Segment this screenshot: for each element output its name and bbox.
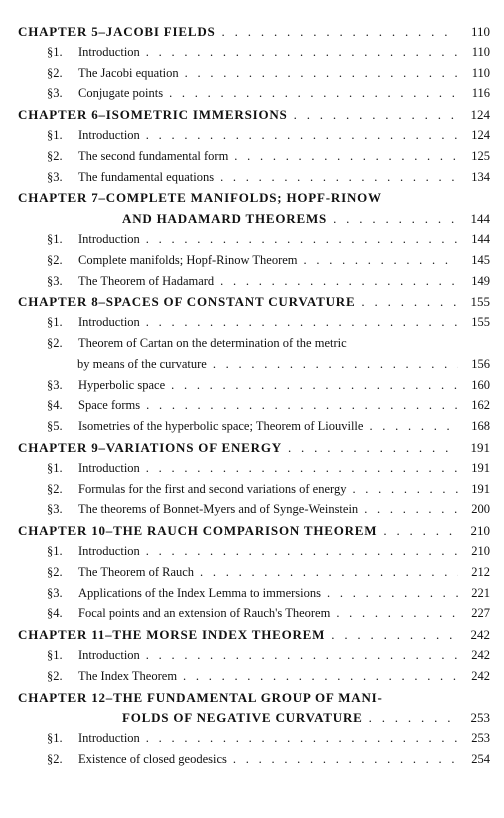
page-number: 191 (471, 460, 490, 475)
section-title: Introduction (78, 44, 140, 59)
section-title: Isometries of the hyperbolic space; Theorem of Liouville (78, 419, 364, 434)
section-number: §2. (47, 65, 63, 80)
section-number: §1. (47, 460, 63, 475)
section-entry (47, 728, 490, 749)
section-title: The fundamental equations (78, 169, 215, 184)
section-number: §4. (47, 398, 63, 413)
section-entry (47, 375, 490, 396)
chapter-entry (18, 187, 490, 208)
dot-leader (146, 395, 458, 416)
page-number: 162 (471, 398, 490, 413)
dot-leader (233, 749, 458, 770)
section-title: Introduction (78, 460, 140, 475)
section-number: §2. (47, 148, 63, 163)
section-title: Conjugate points (78, 86, 164, 101)
dot-leader (146, 728, 458, 749)
page-number: 110 (471, 65, 490, 80)
dot-leader (336, 603, 458, 624)
page-number: 155 (470, 294, 490, 310)
page-number: 210 (470, 523, 490, 539)
page-number: 253 (471, 731, 490, 746)
dot-leader (234, 146, 458, 167)
section-title: Theorem of Cartan on the determination of the metric (78, 336, 347, 350)
page-number: 221 (471, 585, 490, 600)
section-title: The Theorem of Rauch (78, 564, 195, 579)
section-entry (47, 749, 490, 770)
section-title: by means of the curvature (77, 356, 207, 371)
section-number: §3. (47, 502, 63, 517)
section-title: Introduction (78, 731, 140, 746)
section-title: Hyperbolic space (78, 377, 166, 392)
section-number: §4. (47, 606, 63, 621)
section-number: §2. (47, 252, 63, 267)
page-number: 134 (471, 169, 490, 184)
section-number: §1. (47, 44, 63, 59)
chapter-title: CHAPTER 6–ISOMETRIC IMMERSIONS (18, 107, 288, 123)
dot-leader (146, 312, 458, 333)
section-title: Applications of the Index Lemma to immersions (78, 585, 322, 600)
section-title: The Jacobi equation (78, 65, 179, 80)
chapter-entry (122, 208, 490, 229)
section-entry (47, 312, 490, 333)
page-number: 242 (471, 668, 490, 683)
page-number: 210 (471, 544, 490, 558)
section-entry (47, 541, 490, 562)
dot-leader (331, 624, 458, 645)
dot-leader (146, 42, 458, 63)
page-number: 116 (471, 86, 490, 101)
chapter-entry (18, 291, 490, 312)
chapter-entry (18, 520, 490, 541)
section-number: §1. (47, 544, 63, 558)
chapter-title: CHAPTER 12–THE FUNDAMENTAL GROUP OF MANI- (18, 689, 383, 705)
section-title: The second fundamental form (78, 148, 229, 163)
section-title: Introduction (78, 232, 140, 246)
chapter-entry (18, 104, 490, 125)
section-number: §3. (47, 273, 63, 288)
section-title: Space forms (78, 398, 141, 413)
dot-leader (369, 707, 458, 728)
section-title: Complete manifolds; Hopf-Rinow Theorem (78, 252, 298, 267)
dot-leader (213, 354, 458, 375)
page-number: 212 (471, 564, 490, 579)
section-number: §3. (47, 86, 63, 101)
dot-leader (369, 416, 458, 437)
section-entry (47, 666, 490, 687)
page-number: 145 (471, 252, 490, 267)
section-title: Introduction (78, 544, 140, 558)
page-number: 254 (471, 752, 490, 766)
dot-leader (200, 562, 458, 583)
chapter-title: CHAPTER 5–JACOBI FIELDS (18, 24, 216, 39)
section-entry (47, 83, 490, 104)
section-number: §5. (47, 419, 63, 434)
dot-leader (146, 229, 458, 250)
section-number: §3. (47, 377, 63, 392)
dot-leader (383, 520, 458, 541)
page-number: 168 (471, 419, 490, 434)
dot-leader (220, 271, 458, 292)
page-number: 149 (471, 273, 490, 288)
dot-leader (185, 63, 458, 84)
page-number: 253 (470, 710, 490, 726)
dot-leader (146, 458, 458, 479)
dot-leader (294, 104, 458, 125)
dot-leader (171, 375, 458, 396)
section-entry (47, 167, 490, 188)
section-entry (47, 583, 490, 604)
section-title: Existence of closed geodesics (78, 752, 227, 766)
section-entry (47, 603, 490, 624)
page-number: 191 (470, 440, 490, 455)
dot-leader (220, 167, 458, 188)
section-number: §2. (47, 564, 63, 579)
section-number: §2. (47, 752, 63, 766)
section-entry (47, 42, 490, 63)
dot-leader (146, 125, 458, 146)
section-entry (47, 499, 490, 520)
section-number: §2. (47, 481, 63, 496)
section-number: §3. (47, 169, 63, 184)
section-entry (47, 146, 490, 167)
dot-leader (288, 437, 458, 458)
section-title: Focal points and an extension of Rauch's Theorem (78, 606, 331, 621)
section-number: §2. (47, 668, 63, 683)
section-entry (47, 333, 490, 354)
section-title: Formulas for the first and second variations of energy (78, 481, 347, 496)
dot-leader (146, 645, 458, 666)
section-entry (47, 416, 490, 437)
chapter-entry (18, 624, 490, 645)
section-entry (47, 250, 490, 271)
page-number: 242 (470, 627, 490, 643)
page-number: 200 (471, 502, 490, 517)
section-entry (47, 562, 490, 583)
dot-leader (327, 583, 458, 604)
section-title: The Index Theorem (78, 668, 178, 683)
section-title: Introduction (78, 128, 140, 142)
chapter-entry (18, 687, 490, 708)
section-entry (47, 645, 490, 666)
section-entry (47, 229, 490, 250)
section-number: §1. (47, 232, 63, 246)
section-entry (47, 479, 490, 500)
page-number: 110 (470, 24, 490, 39)
section-title: The theorems of Bonnet-Myers and of Synge-Weinstein (78, 502, 359, 517)
dot-leader (352, 479, 458, 500)
chapter-entry (18, 437, 490, 458)
page-number: 155 (471, 315, 490, 330)
section-entry (47, 63, 490, 84)
section-title: Introduction (78, 315, 140, 330)
section-title: Introduction (78, 648, 140, 662)
dot-leader (222, 21, 458, 42)
section-entry (47, 458, 490, 479)
chapter-title: FOLDS OF NEGATIVE CURVATURE (122, 710, 363, 726)
section-entry (77, 354, 490, 375)
chapter-title: CHAPTER 9–VARIATIONS OF ENERGY (18, 440, 282, 455)
page-number: 242 (471, 648, 490, 662)
dot-leader (361, 291, 458, 312)
dot-leader (333, 208, 458, 229)
dot-leader (146, 541, 458, 562)
chapter-title: CHAPTER 7–COMPLETE MANIFOLDS; HOPF-RINOW (18, 190, 382, 206)
dot-leader (364, 499, 458, 520)
chapter-title: AND HADAMARD THEOREMS (122, 211, 328, 227)
page-number: 124 (471, 128, 490, 142)
page-number: 125 (471, 148, 490, 163)
chapter-entry (122, 707, 490, 728)
chapter-title: CHAPTER 11–THE MORSE INDEX THEOREM (18, 627, 326, 643)
page-number: 144 (471, 232, 490, 246)
section-number: §3. (47, 585, 63, 600)
page-number: 227 (471, 606, 490, 621)
section-number: §1. (47, 648, 63, 662)
page-number: 191 (471, 481, 490, 496)
page-number: 110 (471, 44, 490, 59)
section-entry (47, 125, 490, 146)
section-entry (47, 395, 490, 416)
page-number: 124 (470, 107, 490, 123)
section-number: §1. (47, 315, 63, 330)
section-number: §1. (47, 128, 63, 142)
section-number: §2. (47, 336, 63, 350)
section-number: §1. (47, 731, 63, 746)
section-title: The Theorem of Hadamard (78, 273, 215, 288)
page-number: 160 (471, 377, 490, 392)
dot-leader (304, 250, 458, 271)
page-number: 156 (471, 356, 490, 371)
section-entry (47, 271, 490, 292)
page-number: 144 (470, 211, 490, 227)
chapter-title: CHAPTER 10–THE RAUCH COMPARISON THEOREM (18, 523, 378, 539)
chapter-title: CHAPTER 8–SPACES OF CONSTANT CURVATURE (18, 294, 356, 310)
chapter-entry (18, 21, 490, 42)
dot-leader (169, 83, 458, 104)
dot-leader (183, 666, 458, 687)
